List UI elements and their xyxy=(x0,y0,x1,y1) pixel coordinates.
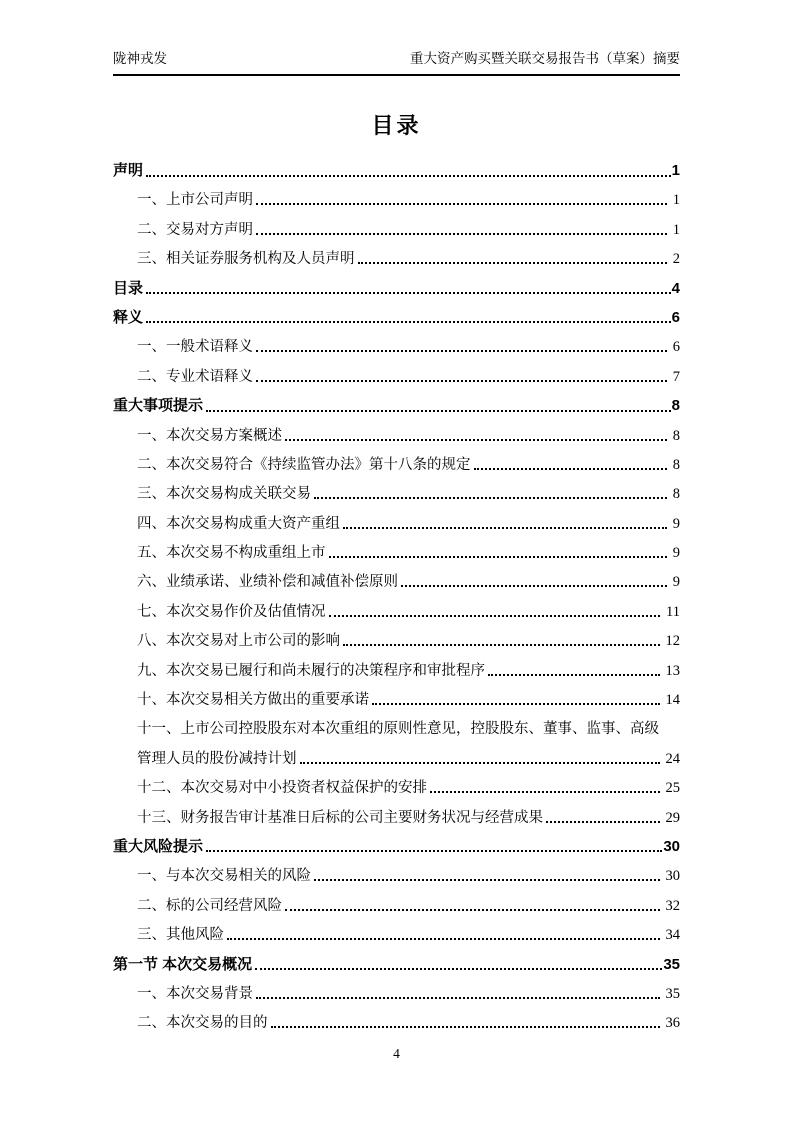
toc-leader-dots xyxy=(255,968,662,970)
toc-leader-dots xyxy=(329,615,661,617)
toc-entry-label: 二、本次交易符合《持续监管办法》第十八条的规定 xyxy=(137,456,471,473)
toc-entry-label: 一、本次交易背景 xyxy=(137,985,253,1002)
toc-leader-dots xyxy=(329,556,667,558)
toc-entry-page: 9 xyxy=(672,574,680,591)
toc-entry-label: 一、与本次交易相关的风险 xyxy=(137,868,311,885)
toc-entry-label: 二、专业术语释义 xyxy=(137,368,253,385)
toc-entry-page: 12 xyxy=(665,633,680,650)
toc-entry-label: 四、本次交易构成重大资产重组 xyxy=(137,515,340,532)
toc-entry-label: 目录 xyxy=(113,279,144,297)
toc-entry-page: 34 xyxy=(665,927,680,944)
toc-entry-label: 二、标的公司经营风险 xyxy=(137,897,282,914)
toc-entry-page: 30 xyxy=(665,868,680,885)
toc-leader-dots xyxy=(256,233,667,235)
toc-entry xyxy=(113,221,680,239)
toc-entry-page: 29 xyxy=(665,809,680,826)
toc-entry-label: 一、本次交易方案概述 xyxy=(137,427,282,444)
toc-entry-page: 4 xyxy=(671,279,680,297)
toc-entry-page: 32 xyxy=(665,897,680,914)
toc-entry-page: 8 xyxy=(672,486,680,503)
header-doc-short-title: 陇神戎发 xyxy=(113,51,167,66)
toc-entry xyxy=(113,250,680,268)
toc-entry-label: 重大风险提示 xyxy=(113,837,204,855)
toc-leader-dots xyxy=(372,703,660,705)
toc-leader-dots xyxy=(146,292,671,294)
toc-entry-page: 8 xyxy=(671,397,680,415)
toc-leader-dots xyxy=(206,410,671,412)
toc-entry-page: 36 xyxy=(665,1015,680,1032)
toc-leader-dots xyxy=(146,321,671,323)
toc-entry-label: 十、本次交易相关方做出的重要承诺 xyxy=(137,692,369,709)
toc-leader-dots xyxy=(146,175,671,177)
toc-entry xyxy=(113,544,680,562)
toc-leader-dots xyxy=(300,762,660,764)
page-header xyxy=(113,0,680,76)
toc-entry-label: 六、业绩承诺、业绩补偿和减值补偿原则 xyxy=(137,574,398,591)
toc-entry-label: 二、交易对方声明 xyxy=(137,221,253,238)
toc-entry xyxy=(113,191,680,209)
toc-entry-label: 声明 xyxy=(113,162,144,179)
toc-entry-page: 1 xyxy=(672,221,680,238)
toc-leader-dots xyxy=(343,527,667,529)
toc-entry-label: 一、一般术语释义 xyxy=(137,339,253,356)
toc-entry xyxy=(113,603,680,621)
toc-entry-page: 13 xyxy=(665,662,680,679)
toc-entry xyxy=(113,838,680,856)
toc-entry-label: 十三、财务报告审计基准日后标的公司主要财务状况与经营成果 xyxy=(137,809,543,826)
toc-entry xyxy=(113,867,680,885)
toc-entry-page: 35 xyxy=(665,985,680,1002)
toc-entry-label: 八、本次交易对上市公司的影响 xyxy=(137,633,340,650)
toc-entry-page: 25 xyxy=(665,780,680,797)
toc-entry xyxy=(113,662,680,680)
toc-entry-label: 三、相关证券服务机构及人员声明 xyxy=(137,251,355,268)
toc-entry-label: 十一、上市公司控股股东对本次重组的原则性意见，控股股东、董事、监事、高级 xyxy=(137,721,659,738)
toc-entry xyxy=(113,691,680,709)
toc-entry-page: 1 xyxy=(671,162,680,179)
toc-entry xyxy=(113,456,680,474)
toc-title: 目录 xyxy=(371,113,422,138)
toc-entry-page: 14 xyxy=(665,692,680,709)
toc-entry-page: 6 xyxy=(671,308,680,326)
toc-entry xyxy=(113,515,680,533)
toc-entry-page: 1 xyxy=(672,192,680,209)
toc-entry xyxy=(113,368,680,386)
header-doc-full-title: 重大资产购买暨关联交易报告书（草案）摘要 xyxy=(410,51,680,66)
toc-entry xyxy=(113,779,680,797)
toc-entry xyxy=(113,427,680,445)
toc-leader-dots xyxy=(256,203,667,205)
toc-entry xyxy=(113,573,680,591)
toc-entry-label: 九、本次交易已履行和尚未履行的决策程序和审批程序 xyxy=(137,662,485,679)
toc-leader-dots xyxy=(430,791,660,793)
toc-leader-dots xyxy=(314,497,667,499)
toc-leader-dots xyxy=(401,585,667,587)
toc-entry xyxy=(113,985,680,1003)
toc-entry-page: 8 xyxy=(672,427,680,444)
toc-leader-dots xyxy=(546,821,660,823)
toc-leader-dots xyxy=(256,350,667,352)
toc-leader-dots xyxy=(358,262,667,264)
toc-entry-page: 7 xyxy=(672,368,680,385)
toc-entry-page: 9 xyxy=(672,515,680,532)
toc-entry xyxy=(113,750,680,768)
toc-entry-label: 二、本次交易的目的 xyxy=(137,1015,268,1032)
toc-entry xyxy=(113,338,680,356)
toc-entry-label: 第一节 本次交易概况 xyxy=(113,955,253,973)
toc-entry-page: 9 xyxy=(672,545,680,562)
toc-entry xyxy=(113,632,680,650)
toc-entry xyxy=(113,1014,680,1032)
toc-entry-label: 三、本次交易构成关联交易 xyxy=(137,486,311,503)
toc-list xyxy=(113,162,680,1032)
toc-entry-label-continuation: 管理人员的股份减持计划 xyxy=(137,750,297,767)
toc-leader-dots xyxy=(285,909,660,911)
toc-entry-label: 五、本次交易不构成重组上市 xyxy=(137,545,326,562)
toc-entry xyxy=(113,809,680,827)
toc-entry xyxy=(113,956,680,974)
toc-leader-dots xyxy=(227,938,660,940)
toc-leader-dots xyxy=(343,644,660,646)
toc-entry-page: 6 xyxy=(672,339,680,356)
toc-leader-dots xyxy=(256,997,660,999)
toc-entry xyxy=(113,280,680,298)
toc-entry xyxy=(113,926,680,944)
toc-entry xyxy=(113,162,680,180)
toc-entry xyxy=(113,897,680,915)
toc-leader-dots xyxy=(206,850,662,852)
toc-entry xyxy=(113,309,680,327)
toc-leader-dots xyxy=(488,674,660,676)
toc-entry xyxy=(113,485,680,503)
toc-leader-dots xyxy=(256,380,667,382)
toc-entry-label: 一、上市公司声明 xyxy=(137,192,253,209)
toc-leader-dots xyxy=(271,1026,660,1028)
toc-entry-label: 七、本次交易作价及估值情况 xyxy=(137,603,326,620)
page-number: 4 xyxy=(393,1046,400,1061)
toc-entry-page: 8 xyxy=(672,456,680,473)
toc-entry-label: 重大事项提示 xyxy=(113,397,204,415)
toc-entry-label: 十二、本次交易对中小投资者权益保护的安排 xyxy=(137,780,427,797)
toc-entry-page: 30 xyxy=(663,837,680,855)
toc-leader-dots xyxy=(314,879,660,881)
toc-entry xyxy=(113,720,680,738)
toc-entry xyxy=(113,397,680,415)
toc-entry-page: 35 xyxy=(663,955,680,973)
toc-entry-page: 24 xyxy=(665,750,680,767)
toc-leader-dots xyxy=(285,439,667,441)
toc-entry-label: 三、其他风险 xyxy=(137,927,224,944)
toc-entry-page: 11 xyxy=(666,603,680,620)
toc-entry-page: 2 xyxy=(672,251,680,268)
toc-leader-dots xyxy=(474,468,667,470)
toc-entry-label: 释义 xyxy=(113,308,144,326)
